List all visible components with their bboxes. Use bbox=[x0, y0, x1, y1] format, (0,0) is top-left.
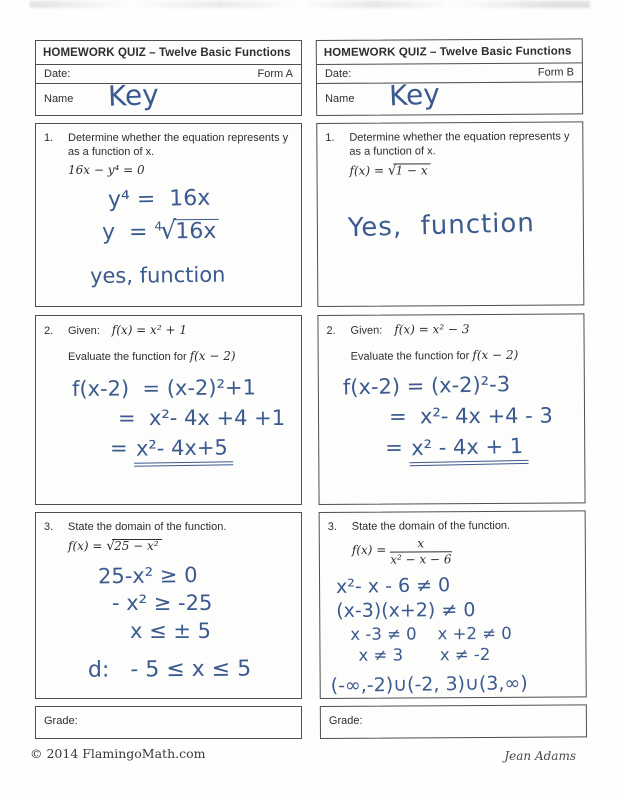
name-label: Name bbox=[325, 92, 355, 105]
form-a-date-row bbox=[36, 65, 301, 84]
question-number: 2. bbox=[44, 324, 54, 337]
eval-prompt-text: Evaluate the function for bbox=[68, 350, 190, 363]
radicand: 1 − x bbox=[394, 163, 431, 177]
handwritten-work-line bbox=[102, 211, 293, 247]
handwritten-answer: yes, function bbox=[89, 262, 226, 288]
question-prompt: Determine whether the equation represents y as a function of x. bbox=[349, 129, 570, 158]
handwritten-work-line: x ≤ ± 5 bbox=[130, 618, 212, 643]
question-number: 3. bbox=[327, 520, 337, 533]
handwritten-name: Key bbox=[388, 76, 441, 112]
fraction-numerator: x bbox=[390, 537, 451, 553]
form-label: Form B bbox=[537, 66, 574, 79]
form-a-question-3 bbox=[35, 512, 302, 699]
handwritten-answer: (-∞,-2)∪(-2, 3)∪(3,∞) bbox=[330, 672, 528, 697]
question-prompt: State the domain of the function. bbox=[68, 520, 227, 533]
handwritten-work-line: - x² ≥ -25 bbox=[112, 590, 213, 615]
question-3-prompt-row bbox=[44, 520, 293, 534]
scan-artifact bbox=[30, 1, 590, 8]
handwritten-work-line: 25-x² ≥ 0 bbox=[97, 562, 198, 588]
form-a-name-box bbox=[35, 77, 302, 116]
given-label: Given: bbox=[68, 324, 100, 337]
question-1-prompt-row bbox=[44, 131, 293, 159]
printed-equation: f(x) = x² − 3 bbox=[394, 321, 470, 337]
quiz-form-b bbox=[316, 38, 587, 738]
question-number: 1. bbox=[44, 131, 54, 144]
question-number: 2. bbox=[326, 324, 336, 337]
grade-label: Grade: bbox=[44, 714, 78, 727]
underlined-answer: x² - 4x + 1 bbox=[409, 432, 528, 465]
eval-prompt-math: f(x − 2) bbox=[472, 347, 519, 362]
form-b-question-3 bbox=[319, 510, 587, 699]
handwritten-work-line: (x-3)(x+2) ≠ 0 bbox=[336, 598, 476, 622]
question-1-prompt-row bbox=[325, 129, 574, 159]
author-signature: Jean Adams bbox=[504, 749, 576, 763]
underlined-answer: x²- 4x+5 bbox=[134, 434, 233, 466]
given-label: Given: bbox=[350, 324, 383, 337]
printed-equation: f(x) = x² + 1 bbox=[111, 322, 187, 337]
form-a-question-1 bbox=[35, 123, 302, 307]
equation-prefix: f(x) = bbox=[68, 538, 107, 553]
handwritten-work-line: f(x-2) = (x-2)²+1 bbox=[71, 374, 257, 401]
handwritten-work-line: x²- x - 6 ≠ 0 bbox=[335, 574, 451, 598]
grade-label: Grade: bbox=[328, 714, 363, 727]
copyright-text: © 2014 FlamingoMath.com bbox=[30, 746, 206, 761]
root-lhs: y = bbox=[101, 219, 155, 245]
form-a-header bbox=[35, 40, 302, 84]
equals-sign: = bbox=[385, 434, 410, 460]
handwritten-final-line bbox=[385, 433, 576, 465]
root-index: 4 bbox=[154, 218, 163, 233]
date-label: Date: bbox=[44, 68, 71, 80]
equation-prefix: f(x) = bbox=[351, 542, 391, 557]
handwritten-work-line: x ≠ 3 x ≠ -2 bbox=[358, 644, 491, 665]
name-label: Name bbox=[44, 92, 74, 105]
date-label: Date: bbox=[324, 67, 352, 80]
printed-equation: 16x − y⁴ = 0 bbox=[68, 162, 145, 177]
printed-equation bbox=[352, 536, 577, 567]
question-prompt: State the domain of the function. bbox=[351, 519, 511, 533]
question-number: 3. bbox=[44, 520, 54, 533]
radical-sign: √ bbox=[387, 162, 397, 179]
handwritten-work-line: = x²- 4x +4 +1 bbox=[118, 405, 286, 430]
handwritten-work-line: f(x-2) = (x-2)²-3 bbox=[342, 371, 511, 399]
question-2-given-row bbox=[44, 323, 293, 339]
radical-sign: √ bbox=[106, 537, 116, 554]
radicand: 25 − x² bbox=[112, 539, 162, 553]
form-b-question-2 bbox=[317, 313, 585, 505]
handwritten-work-line: y⁴ = 16x bbox=[107, 185, 211, 213]
form-a-grade-box bbox=[35, 706, 302, 739]
form-b-header bbox=[316, 38, 583, 84]
form-label: Form A bbox=[257, 68, 293, 80]
form-b-name-box bbox=[316, 76, 583, 116]
question-2-eval-row bbox=[68, 349, 293, 363]
eval-prompt-text: Evaluate the function for bbox=[350, 349, 473, 363]
form-a-question-2 bbox=[35, 315, 302, 505]
form-a-title: HOMEWORK QUIZ – Twelve Basic Functions bbox=[36, 41, 301, 65]
printed-equation bbox=[349, 161, 574, 178]
quiz-form-a bbox=[35, 40, 302, 739]
question-number: 1. bbox=[325, 131, 335, 144]
handwritten-final-line bbox=[110, 435, 293, 466]
eval-prompt-math: f(x − 2) bbox=[189, 348, 236, 363]
handwritten-name: Key bbox=[107, 77, 160, 113]
question-2-eval-row bbox=[351, 347, 576, 362]
question-2-given-row bbox=[326, 321, 575, 339]
printed-equation bbox=[68, 538, 293, 554]
form-b-question-1 bbox=[316, 121, 584, 307]
handwritten-answer: d: - 5 ≤ x ≤ 5 bbox=[87, 656, 252, 683]
radicand: 16x bbox=[173, 219, 219, 243]
question-3-prompt-row bbox=[328, 518, 577, 534]
fraction-denominator: x² − x − 6 bbox=[390, 551, 452, 567]
handwritten-work-line: x -3 ≠ 0 x +2 ≠ 0 bbox=[350, 623, 512, 644]
handwritten-answer: Yes, function bbox=[347, 207, 536, 243]
question-prompt: Determine whether the equation represents y as a function of x. bbox=[68, 131, 289, 158]
handwritten-work-line: = x²- 4x +4 - 3 bbox=[388, 403, 553, 429]
form-b-title: HOMEWORK QUIZ – Twelve Basic Functions bbox=[317, 39, 582, 65]
fraction bbox=[390, 537, 452, 567]
form-b-grade-box bbox=[320, 704, 587, 739]
equation-prefix: f(x) = bbox=[349, 163, 388, 178]
radical-sign: √ bbox=[160, 215, 177, 245]
equals-sign: = bbox=[110, 435, 135, 460]
